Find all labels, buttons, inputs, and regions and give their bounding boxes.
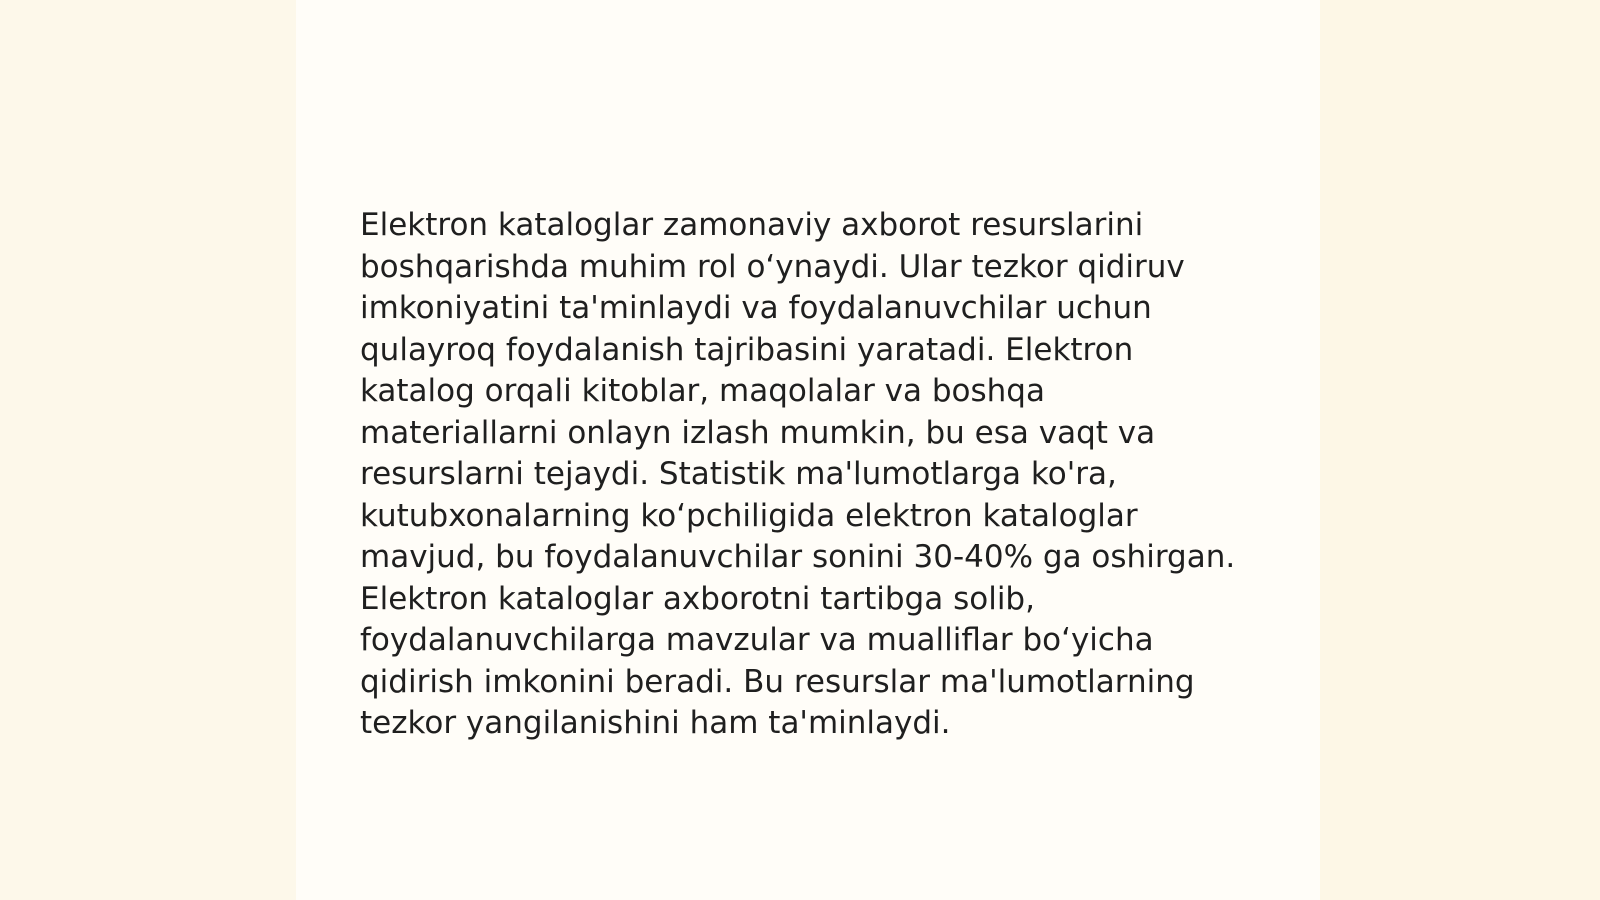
left-margin	[0, 0, 296, 900]
slide-body-text: Elektron kataloglar zamonaviy axborot resurslarini boshqarishda muhim rol oʻynaydi. Ular tezkor qidiruv imkoniyatini ta'minlaydi va foydalanuvchilar uchun qulayroq foydalanish tajribasini yaratadi. Elektron katalog orqali kitoblar, maqolalar va boshqa materiallarni onlayn izlash mumkin, bu esa vaqt va resurslarni tejaydi. Statistik ma'lumotlarga ko'ra, kutubxonalarning koʻpchiligida elektron kataloglar mavjud, bu foydalanuvchilar sonini 30-40% ga oshirgan. Elektron kataloglar axborotni tartibga solib, foydalanuvchilarga mavzular va mualliflar boʻyicha qidirish imkonini beradi. Bu resurslar ma'lumotlarning tezkor yangilanishini ham ta'minlaydi.	[360, 207, 1236, 741]
slide-canvas	[296, 0, 1320, 900]
right-margin	[1320, 0, 1600, 900]
